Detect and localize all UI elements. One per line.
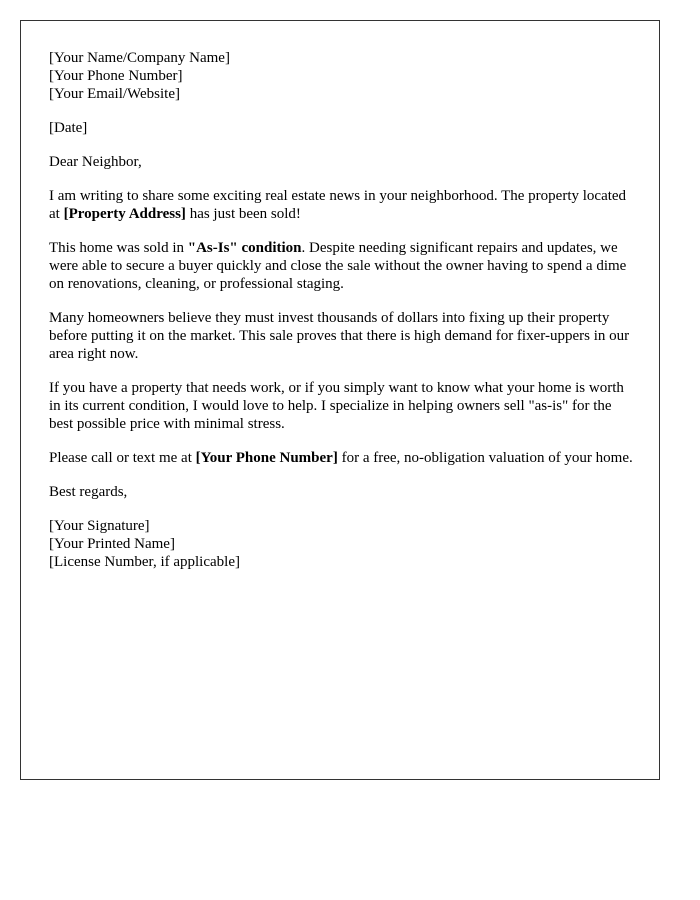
paragraph-as-is-text-2: . Despite needing significant repairs and updates, we were able to secure a buyer quickly and close the sale without the owner having to spend a dime on renovations, cleaning, or professional staging. <box>49 240 627 292</box>
printed-name: [Your Printed Name] <box>49 536 175 552</box>
letter-page <box>20 20 660 780</box>
letter-date: [Date] <box>49 120 88 136</box>
closing: Best regards, <box>49 484 128 500</box>
contact-phone-number: [Your Phone Number] <box>195 450 338 466</box>
paragraph-offer: If you have a property that needs work, or if you simply want to know what your home is worth in its current condition, I would love to help. I specialize in helping owners sell "as-is" for the best possible price with minimal stress. <box>49 380 624 432</box>
paragraph-contact <box>49 449 639 467</box>
sender-name: [Your Name/Company Name] <box>49 50 230 66</box>
sender-email: [Your Email/Website] <box>49 86 181 102</box>
paragraph-sale-news <box>49 187 639 223</box>
letter-content <box>49 49 639 587</box>
sender-phone: [Your Phone Number] <box>49 68 183 84</box>
paragraph-contact-text-1: Please call or text me at <box>49 450 196 466</box>
salutation: Dear Neighbor, <box>49 154 142 170</box>
property-address: [Property Address] <box>63 206 186 222</box>
paragraph-contact-text-2: for a free, no-obligation valuation of your home. <box>337 450 633 466</box>
paragraph-as-is <box>49 239 639 293</box>
as-is-condition: "As-Is" condition <box>187 240 302 256</box>
signature: [Your Signature] <box>49 518 150 534</box>
license-number: [License Number, if applicable] <box>49 554 240 570</box>
paragraph-as-is-text-1: This home was sold in <box>49 240 188 256</box>
paragraph-demand: Many homeowners believe they must invest thousands of dollars into fixing up their property before putting it on the market. This sale proves that there is high demand for fixer-uppers in our area right now. <box>49 310 630 362</box>
paragraph-sale-news-text-2: has just been sold! <box>185 206 301 222</box>
paragraph-sale-news-text-1: I am writing to share some exciting real estate news in your neighborhood. The property located at <box>49 188 627 222</box>
signature-block <box>49 517 639 571</box>
sender-block <box>49 49 639 103</box>
